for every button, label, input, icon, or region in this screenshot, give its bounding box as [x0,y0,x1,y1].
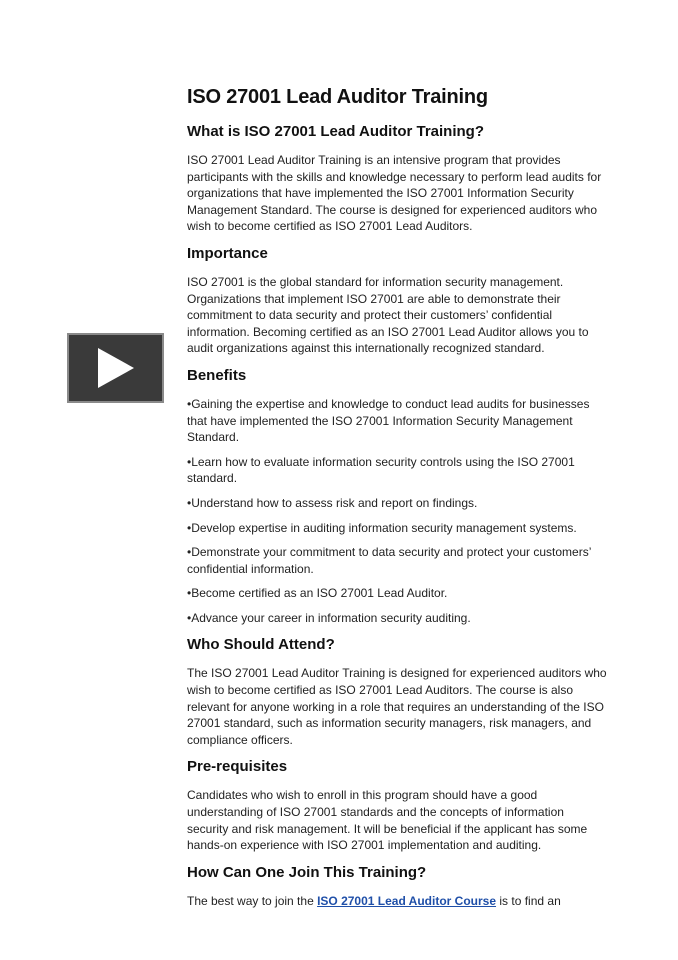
benefit-item: •Become certified as an ISO 27001 Lead Auditor. [187,586,448,601]
section-who-text: The ISO 27001 Lead Auditor Training is designed for experienced auditors who wish to become certified as ISO 27001 Lead Auditors. The course is also relevant for anyone working in a role that requires an understanding of the ISO 27001 standard, such as information security managers, risk managers, and compliance officers. [187,666,607,747]
section-join-heading: How Can One Join This Training? [187,863,427,881]
benefit-item: •Develop expertise in auditing information security management systems. [187,520,577,535]
section-benefits-heading: Benefits [187,366,247,384]
section-prereq-heading: Pre-requisites [187,758,288,776]
section-what-text: ISO 27001 Lead Auditor Training is an intensive program that provides participants with the skills and knowledge necessary to perform lead audits for organizations that have implemented the ISO 27001 Information Security Management Standard. The course is designed for experienced auditors who wish to become certified as ISO 27001 Lead Auditors. [187,153,602,234]
benefit-item: •Understand how to assess risk and report on findings. [187,495,478,510]
section-importance-text: ISO 27001 is the global standard for information security management. Organizations that implement ISO 27001 are able to demonstrate their commitment to data security and protect their customers’ confidential information. Becoming certified as an ISO 27001 Lead Auditor allows you to audit organizations against this internationally recognized standard. [187,274,589,356]
section-join-text [187,893,607,910]
section-who-heading: Who Should Attend? [187,636,335,654]
section-what-heading: What is ISO 27001 Lead Auditor Training? [187,123,484,140]
section-prereq-text: Candidates who wish to enroll in this program should have a good understanding of ISO 27001 standards and the concepts of information security and risk management. It will be beneficial if the applicant has some hands-on experience with ISO 27001 implementation and auditing. [187,788,588,853]
benefit-item: •Advance your career in information security auditing. [187,610,471,625]
play-button[interactable] [67,333,164,403]
join-text-after: is to find an [496,893,561,908]
page-title: ISO 27001 Lead Auditor Training [187,86,488,108]
course-link[interactable]: ISO 27001 Lead Auditor Course [317,893,497,908]
benefit-item: •Gaining the expertise and knowledge to conduct lead audits for businesses that have implemented the ISO 27001 Information Security Management Standard. [187,396,590,445]
benefit-item: •Demonstrate your commitment to data security and protect your customers’ confidential information. [187,545,591,576]
play-icon [94,346,138,390]
document-page [187,86,607,919]
join-text-before: The best way to join the [187,893,318,908]
benefit-item: •Learn how to evaluate information security controls using the ISO 27001 standard. [187,454,575,486]
section-importance-heading: Importance [187,244,268,262]
